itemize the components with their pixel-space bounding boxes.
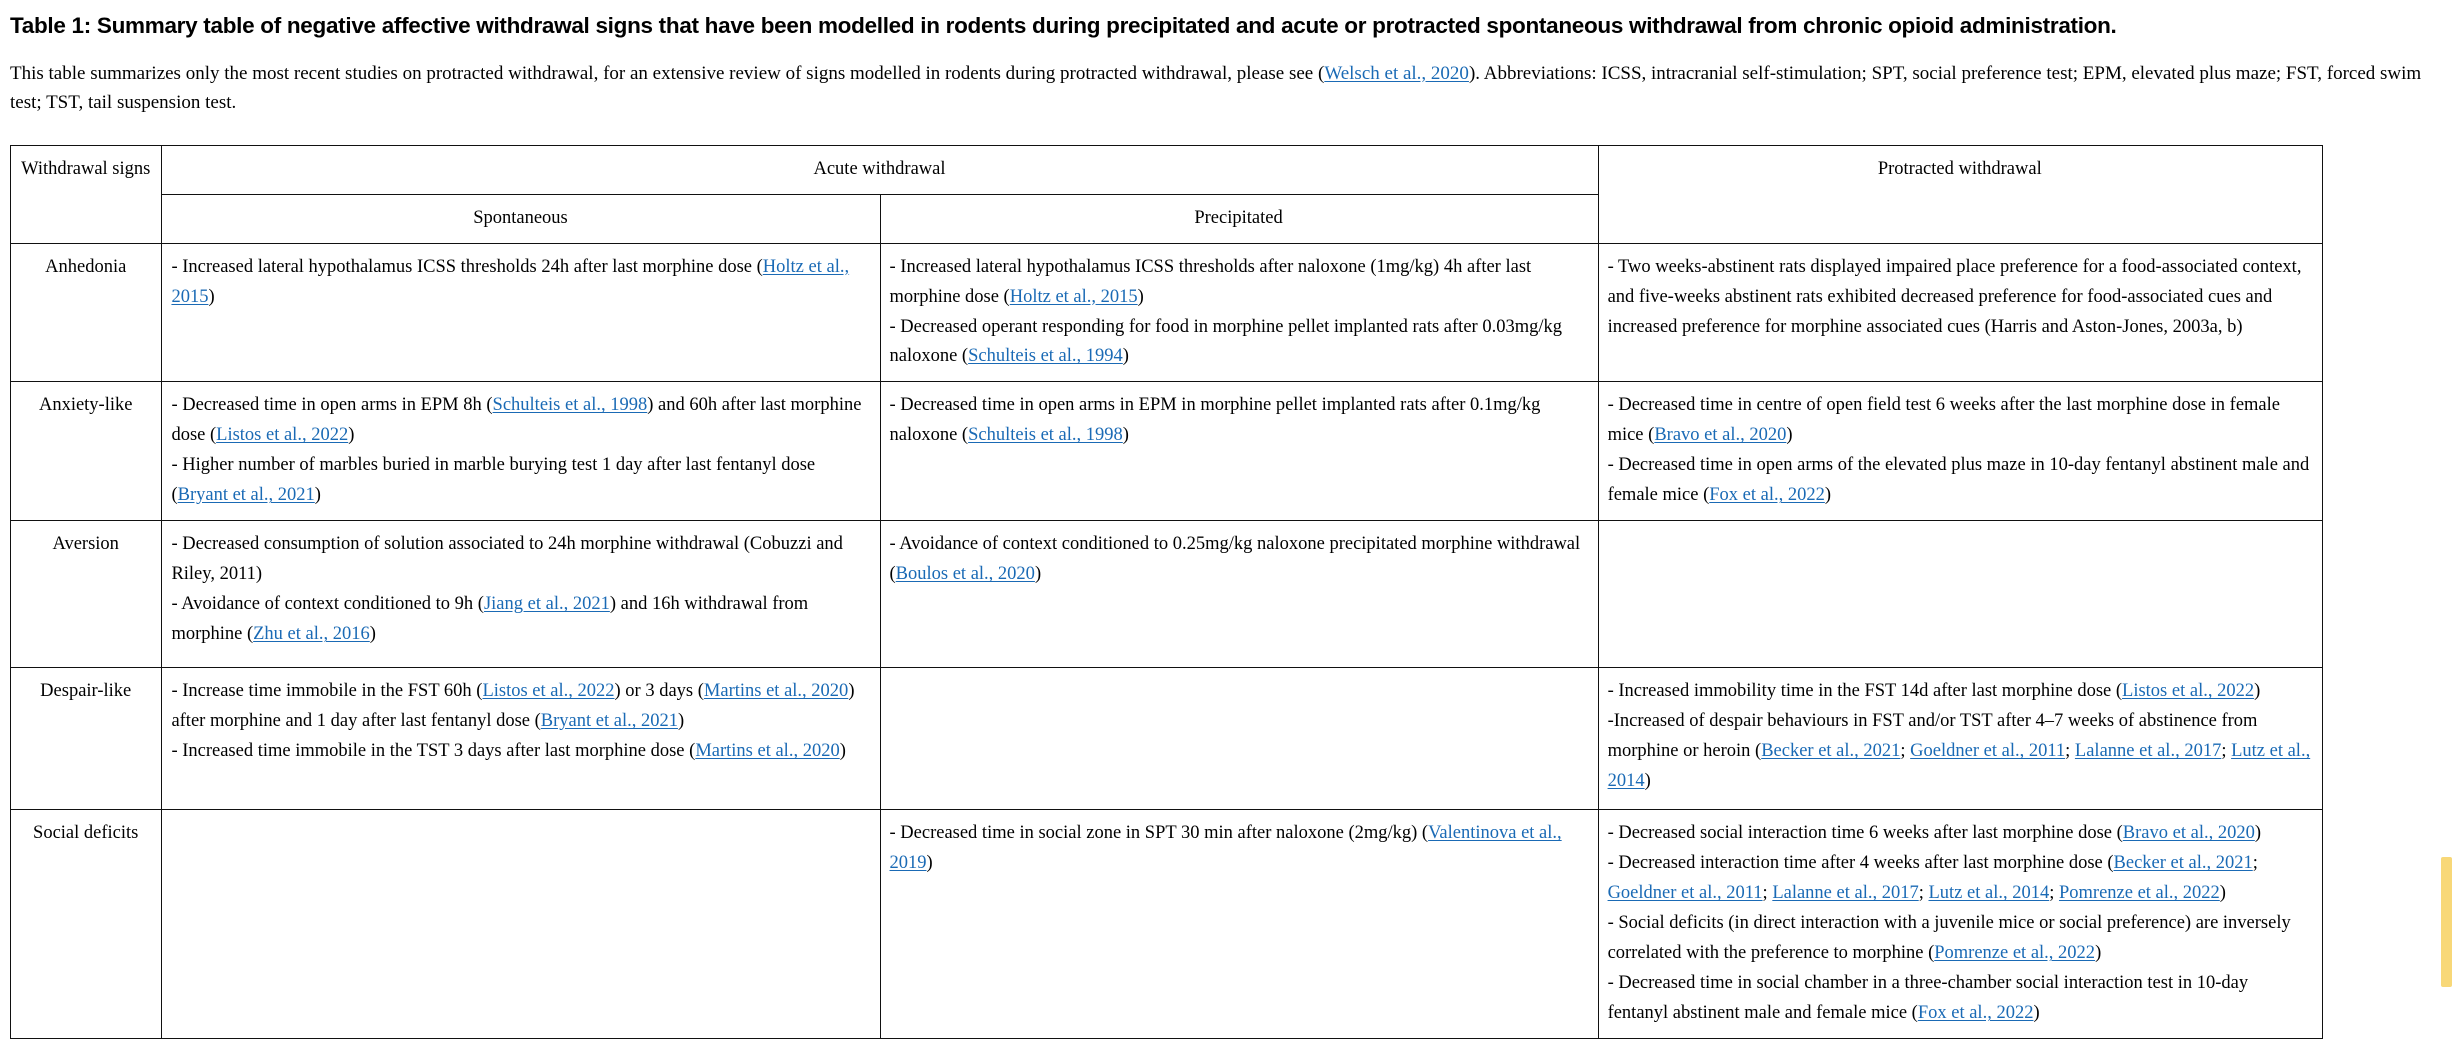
reference-link[interactable]: Goeldner et al., 2011 bbox=[1607, 883, 1763, 904]
reference-link[interactable]: Listos et al., 2022 bbox=[216, 425, 349, 446]
reference-link[interactable]: Bravo et al., 2020 bbox=[2122, 823, 2255, 844]
cell-text: - Decreased operant responding for food in morphine pellet implanted rats after 0.03mg/kg naloxone ( bbox=[889, 316, 1562, 367]
cell-text: - Decreased consumption of solution associated to 24h morphine withdrawal (Cobuzzi and Riley, 2011) bbox=[171, 534, 843, 585]
cell-entry bbox=[171, 530, 869, 590]
table-body bbox=[11, 243, 2323, 1039]
cell-text: ) and 16h withdrawal from morphine ( bbox=[171, 594, 809, 645]
protracted-cell bbox=[1598, 243, 2322, 382]
header-precipitated: Precipitated bbox=[880, 194, 1598, 243]
cell-text: ) bbox=[1034, 564, 1042, 585]
reference-link[interactable]: Bryant et al., 2021 bbox=[540, 711, 678, 732]
cell-entry bbox=[1608, 391, 2312, 451]
cell-text: ) bbox=[2219, 883, 2226, 904]
cell-entry bbox=[1608, 253, 2312, 343]
cell-text: - Higher number of marbles buried in marble burying test 1 day after last fentanyl dose ( bbox=[171, 455, 816, 506]
cell-text: - Decreased time in open arms in EPM 8h ( bbox=[171, 395, 493, 416]
table-caption-title: Table 1: Summary table of negative affective withdrawal signs that have been modelled in rodents during precipitated and acute or protracted spontaneous withdrawal from chronic opioid administration. bbox=[10, 13, 2117, 38]
reference-link[interactable]: Holtz et al., 2015 bbox=[171, 256, 850, 307]
reference-link-welsch-2020[interactable]: Welsch et al., 2020 bbox=[1324, 62, 1469, 84]
caption-text-before-link: This table summarizes only the most recent studies on protracted withdrawal, for an extensive review of signs modelled in rodents during protracted withdrawal, please see ( bbox=[10, 62, 1325, 84]
header-acute-withdrawal: Acute withdrawal bbox=[162, 145, 1598, 194]
cell-text: ) bbox=[1122, 346, 1129, 367]
cell-entry bbox=[1608, 909, 2312, 969]
cell-text: - Decreased time in social chamber in a three-chamber social interaction test in 10-day fentanyl abstinent male and female mice ( bbox=[1607, 973, 2249, 1024]
cell-entry bbox=[1608, 849, 2312, 909]
reference-link[interactable]: Pomrenze et al., 2022 bbox=[1934, 943, 2096, 964]
table-header-row-1 bbox=[11, 145, 2323, 194]
scrollbar-thumb[interactable] bbox=[2441, 857, 2452, 987]
cell-text: - Avoidance of context conditioned to 9h ( bbox=[171, 594, 484, 615]
cell-entry bbox=[171, 590, 869, 650]
reference-link[interactable]: Martins et al., 2020 bbox=[695, 741, 840, 762]
cell-entry bbox=[1608, 969, 2312, 1029]
cell-entry bbox=[1608, 819, 2312, 849]
cell-text: - Increased lateral hypothalamus ICSS thresholds 24h after last morphine dose ( bbox=[171, 256, 763, 277]
cell-text: ) bbox=[2033, 1003, 2040, 1024]
reference-link[interactable]: Bravo et al., 2020 bbox=[1654, 425, 1787, 446]
cell-text: - Increase time immobile in the FST 60h ( bbox=[171, 681, 483, 702]
cell-entry bbox=[171, 253, 869, 313]
cell-text: - Increased time immobile in the TST 3 days after last morphine dose ( bbox=[171, 741, 696, 762]
reference-link[interactable]: Schulteis et al., 1998 bbox=[492, 395, 648, 416]
cell-entry bbox=[1608, 707, 2312, 797]
reference-link[interactable]: Lalanne et al., 2017 bbox=[1772, 883, 1919, 904]
cell-text: ) bbox=[2254, 823, 2262, 844]
cell-text: ; bbox=[2252, 853, 2258, 874]
withdrawal-sign-cell: Anhedonia bbox=[11, 243, 162, 382]
reference-link[interactable]: Schulteis et al., 1998 bbox=[968, 425, 1123, 446]
cell-entry bbox=[1608, 677, 2312, 707]
table-row bbox=[11, 382, 2323, 521]
reference-link[interactable]: Lalanne et al., 2017 bbox=[2074, 741, 2222, 762]
cell-entry bbox=[1608, 451, 2312, 511]
reference-link[interactable]: Becker et al., 2021 bbox=[2113, 853, 2253, 874]
cell-text: - Decreased interaction time after 4 weeks after last morphine dose ( bbox=[1607, 853, 2114, 874]
reference-link[interactable]: Schulteis et al., 1994 bbox=[968, 346, 1123, 367]
reference-link[interactable]: Jiang et al., 2021 bbox=[483, 594, 610, 615]
cell-text: -Increased of despair behaviours in FST and/or TST after 4–7 weeks of abstinence from morphine or heroin ( bbox=[1607, 711, 2258, 762]
precipitated-cell bbox=[880, 521, 1598, 668]
cell-text: - Increased immobility time in the FST 14d after last morphine dose ( bbox=[1607, 681, 2123, 702]
reference-link[interactable]: Zhu et al., 2016 bbox=[253, 624, 370, 645]
cell-text: ; bbox=[1762, 883, 1773, 904]
protracted-cell bbox=[1598, 810, 2322, 1039]
cell-text: ) bbox=[2254, 681, 2261, 702]
header-withdrawal-signs: Withdrawal signs bbox=[11, 145, 162, 243]
reference-link[interactable]: Becker et al., 2021 bbox=[1761, 741, 1901, 762]
cell-text: ) bbox=[314, 485, 321, 506]
cell-text: ) bbox=[1122, 425, 1129, 446]
cell-text: - Increased lateral hypothalamus ICSS thresholds after naloxone (1mg/kg) 4h after last morphine dose ( bbox=[889, 256, 1532, 307]
cell-text: - Social deficits (in direct interaction with a juvenile mice or social preference) are inversely correlated with the preference to morphine ( bbox=[1607, 913, 2291, 964]
withdrawal-sign-cell: Despair-like bbox=[11, 668, 162, 810]
cell-text: ; bbox=[2049, 883, 2059, 904]
precipitated-cell bbox=[880, 810, 1598, 1039]
withdrawal-sign-cell: Anxiety-like bbox=[11, 382, 162, 521]
cell-entry bbox=[171, 451, 869, 511]
precipitated-cell bbox=[880, 243, 1598, 382]
cell-entry bbox=[890, 253, 1588, 313]
cell-text: ; bbox=[2221, 741, 2232, 762]
reference-link[interactable]: Fox et al., 2022 bbox=[1917, 1003, 2034, 1024]
protracted-cell bbox=[1598, 668, 2322, 810]
cell-text: - Two weeks-abstinent rats displayed impaired place preference for a food-associated context, and five-weeks abstinent rats exhibited decreased preference for food-associated cues and increased preference for morphine associated cues (Harris and Aston-Jones, 2003a, b) bbox=[1607, 256, 2302, 337]
spontaneous-cell bbox=[162, 810, 880, 1039]
spontaneous-cell bbox=[162, 668, 880, 810]
header-protracted-withdrawal: Protracted withdrawal bbox=[1598, 145, 2322, 243]
reference-link[interactable]: Listos et al., 2022 bbox=[2122, 681, 2255, 702]
table-row bbox=[11, 810, 2323, 1039]
protracted-cell bbox=[1598, 382, 2322, 521]
reference-link[interactable]: Goeldner et al., 2011 bbox=[1910, 741, 2066, 762]
page-scrollbar[interactable] bbox=[2441, 0, 2454, 1038]
reference-link[interactable]: Bryant et al., 2021 bbox=[177, 485, 315, 506]
spontaneous-cell bbox=[162, 382, 880, 521]
table-head bbox=[11, 145, 2323, 243]
cell-text: - Avoidance of context conditioned to 0.25mg/kg naloxone precipitated morphine withdrawal ( bbox=[889, 534, 1581, 585]
reference-link[interactable]: Valentinova et al., 2019 bbox=[889, 823, 1562, 874]
cell-text: ) bbox=[1786, 425, 1793, 446]
cell-text: ) bbox=[926, 853, 933, 874]
reference-link[interactable]: Lutz et al., 2014 bbox=[1928, 883, 2050, 904]
cell-entry bbox=[890, 530, 1588, 590]
table-row bbox=[11, 243, 2323, 382]
cell-text: ) bbox=[1137, 286, 1144, 307]
cell-entry bbox=[171, 677, 869, 737]
cell-text: ) bbox=[1824, 485, 1832, 506]
reference-link[interactable]: Pomrenze et al., 2022 bbox=[2058, 883, 2220, 904]
table-row bbox=[11, 521, 2323, 668]
cell-text: ) bbox=[677, 711, 685, 732]
reference-link[interactable]: Listos et al., 2022 bbox=[482, 681, 615, 702]
cell-text: ) and 60h after last morphine dose ( bbox=[171, 395, 862, 446]
cell-entry bbox=[890, 819, 1588, 879]
cell-text: - Decreased time in open arms of the elevated plus maze in 10-day fentanyl abstinent male and female mice ( bbox=[1607, 455, 2310, 506]
table-caption-body bbox=[0, 39, 2454, 118]
withdrawal-sign-cell: Aversion bbox=[11, 521, 162, 668]
cell-text: - Decreased time in open arms in EPM in morphine pellet implanted rats after 0.1mg/kg naloxone ( bbox=[889, 395, 1541, 446]
withdrawal-sign-cell: Social deficits bbox=[11, 810, 162, 1039]
protracted-cell bbox=[1598, 521, 2322, 668]
reference-link[interactable]: Lutz et al., 2014 bbox=[1607, 741, 2311, 792]
reference-link[interactable]: Holtz et al., 2015 bbox=[1009, 286, 1138, 307]
reference-link[interactable]: Martins et al., 2020 bbox=[703, 681, 849, 702]
cell-entry bbox=[171, 737, 869, 767]
cell-text: ) bbox=[839, 741, 846, 762]
cell-text: - Decreased time in social zone in SPT 30 min after naloxone (2mg/kg) ( bbox=[889, 823, 1429, 844]
header-spontaneous: Spontaneous bbox=[162, 194, 880, 243]
cell-entry bbox=[171, 391, 869, 451]
summary-table bbox=[10, 145, 2323, 1039]
cell-text: ) after morphine and 1 day after last fentanyl dose ( bbox=[171, 681, 855, 732]
table-row bbox=[11, 668, 2323, 810]
cell-text: ; bbox=[2065, 741, 2075, 762]
reference-link[interactable]: Fox et al., 2022 bbox=[1709, 485, 1825, 506]
precipitated-cell bbox=[880, 668, 1598, 810]
cell-text: - Decreased time in centre of open field test 6 weeks after the last morphine dose in female mice ( bbox=[1607, 395, 2280, 446]
cell-text: ) bbox=[2095, 943, 2102, 964]
cell-entry bbox=[890, 391, 1588, 451]
cell-text: ) bbox=[1644, 771, 1651, 792]
spontaneous-cell bbox=[162, 243, 880, 382]
cell-text: ) bbox=[208, 286, 215, 307]
cell-text: - Decreased social interaction time 6 weeks after last morphine dose ( bbox=[1607, 823, 2123, 844]
cell-text: ) or 3 days ( bbox=[614, 681, 704, 702]
cell-text: ) bbox=[369, 624, 376, 645]
spontaneous-cell bbox=[162, 521, 880, 668]
precipitated-cell bbox=[880, 382, 1598, 521]
reference-link[interactable]: Boulos et al., 2020 bbox=[895, 564, 1035, 585]
cell-text: ) bbox=[348, 425, 355, 446]
cell-entry bbox=[890, 313, 1588, 373]
cell-text: ; bbox=[1918, 883, 1929, 904]
caption-text-after-link: ). Abbreviations: ICSS, intracranial self-stimulation; SPT, social preference test; EPM, elevated plus maze; FST, forced swim test; TST, tail suspension test. bbox=[10, 62, 2422, 114]
cell-text: ; bbox=[1900, 741, 1911, 762]
